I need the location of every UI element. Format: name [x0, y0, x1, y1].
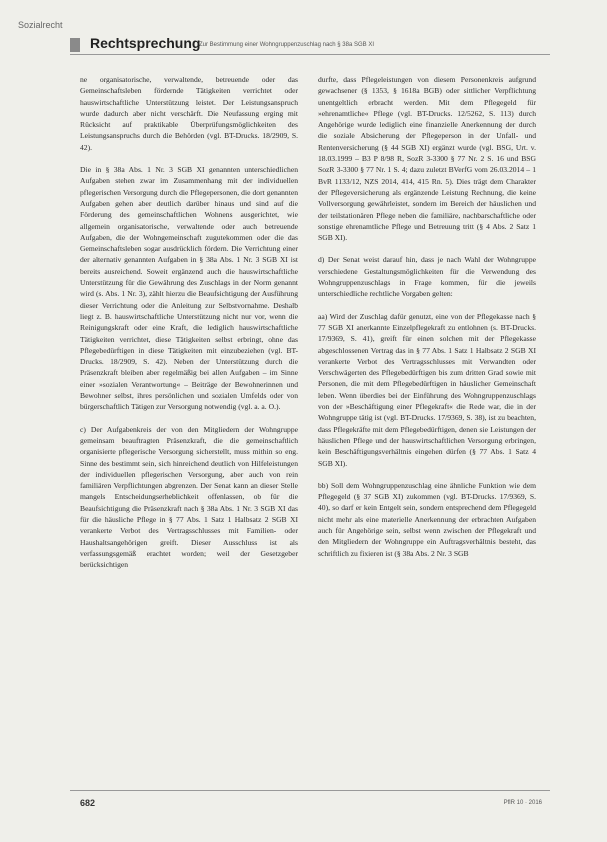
footer-rule — [70, 790, 550, 791]
header-marker-bar — [70, 38, 80, 52]
page-header-title: Rechtsprechung — [90, 35, 201, 51]
paragraph: bb) Soll dem Wohngruppenzuschlag eine ähnliche Funktion wie dem Pflegegeld (§ 37 SGB XI) zukommen (vgl. BT-Drucks. 17/9369, S. 40), so darf er kein Entgelt sein, sondern entsprechend dem Pflegegeld nicht mehr als eine materielle Anerkennung der erbrachten Aufgaben auch für Angehörige sein, selbst wenn zwischen der Pflegekraft und den Mitgliedern der Wohngruppe ein Auftragsverhältnis besteht, das schriftlich zu fixieren ist (§ 38a Abs. 2 Nr. 3 SGB — [318, 480, 536, 558]
header-rule — [70, 54, 550, 55]
paragraph: ne organisatorische, verwaltende, betreuende oder das Gemeinschaftsleben fördernde Tätigkeiten verrichtet oder hauswirtschaftliche Unterstützung leistet. Der Leistungsanspruch wurde dadurch aber nicht verschärft. Die Neufassung erging mit Rücksicht auf praktikable Überprüfungsmöglichkeiten des Leistungsanspruchs durch die Behörden (vgl. BT-Drucks. 18/2909, S. 42). — [80, 75, 298, 152]
paragraph: durfte, dass Pflegeleistungen von diesem Personenkreis aufgrund gewachsener (§ 1353, § 1618a BGB) oder sittlicher Verpflichtung unentgeltlich erbracht werden. Mit dem Pflegegeld für »ehrenamtliche« Pflege (vgl. BT-Drucks. 12/5262, S. 113) durch Angehörige wurde lediglich eine finanzielle Anerkennung der durch die soziale Absicherung der Pflegeperson in der Unfall- und Rentenversicherung (§ 44 SGB XI) ergänzt wurde (vgl. BSG, Urt. v. 18.03.1999 – B3 P 8/98 R, SozR 3-3300 § 77 Nr. 2 S. 16 und BSG SozR 3-3300 § 77 Nr. 1 S. 4; dazu zuletzt BVerfG vom 26.03.2014 – 1 BvR 1133/12, NZS 2014, 414, 415 Rn. 5). Dies trägt dem Charakter der Pflegeversicherung als ergänzende Leistung Rechnung, die keine Vollversorgung gewährleistet, sondern im Bereich der häuslichen und der teilstationären Pflege neben die familiäre, nachbarschaftliche oder sonstige ehrenamtliche Pflege und Betreuung tritt (§ 4 Abs. 2 Satz 1 SGB XI). — [318, 75, 536, 243]
left-column — [80, 74, 298, 581]
right-column — [318, 74, 536, 570]
journal-reference: PflR 10 · 2016 — [503, 800, 542, 806]
paragraph: c) Der Aufgabenkreis der von den Mitgliedern der Wohngruppe gemeinsam beauftragten Präsenzkraft, die die gemeinschaftlich organisierte pflegerische Versorgung sicherstellt, muss mithin so eng. Sinne des bestimmt sein, sich hinreichend deutlich von Hilfeleistungen der individuellen pflegerischen Versorgung, aber auch von rein familiären Verpflichtungen abgrenzen. Der Senat kann an dieser Stelle mangels Entscheidungserheblichkeit offenlassen, ob für die Beaufsichtigung die Präsenzkraft nach § 38a Abs. 1 Nr. 3 SGB XI das für die häusliche Pflege in § 77 Abs. 1 Satz 1 Halbsatz 2 SGB XI verankerte Verbot des Vertragsschlusses mit Familien- oder Haushaltsangehörigen greift. Dieser Ausschluss ist als verfassungsgemäß erachtet worden; weil der Gesetzgeber berücksichtigen — [80, 424, 298, 570]
paragraph: aa) Wird der Zuschlag dafür genutzt, eine von der Pflegekasse nach § 77 SGB XI anerkannte Einzelpflegekraft zu entlohnen (s. BT-Drucks. 17/9369, S. 41), greift für einen solchen mit der Pflegekasse abgeschlossenen Vertrag das in § 77 Abs. 1 Satz 1 Halbsatz 2 SGB XI verankerte Verbot des Vertragsschlusses mit Verwandten oder Verschwägerten des Pflegebedürftigen bis zum dritten Grad sowie mit Personen, die mit dem Pflegebedürftigen in häuslicher Gemeinschaft leben. Wenn überdies bei der Einführung des Wohngruppenzuschlags von der »Beschäftigung einer Pflegekraft« die Rede war, die in der Wohngruppe tätig ist (vgl. BT-Drucks. 17/9369, S. 38), ist zu beachten, dass Pflegekräfte mit dem Pflegebedürftigen, denen sie Leistungen der häuslichen Pflege und der hauswirtschaftlichen Versorgung erbringen, kein Beschäftigungsverhältnis eingehen dürfen (§ 77 Abs. 1 Satz 4 SGB XI). — [318, 311, 536, 468]
paragraph: d) Der Senat weist darauf hin, dass je nach Wahl der Wohngruppe verschiedene Gestaltungsmöglichkeiten für die Verwendung des Wohngruppenzuschlags in Frage kommen, für die jeweils unterschiedliche rechtliche Vorgaben gelten: — [318, 255, 536, 299]
page-number: 682 — [80, 798, 96, 808]
section-label: Sozialrecht — [18, 20, 63, 30]
paragraph: Die in § 38a Abs. 1 Nr. 3 SGB XI genannten unterschiedlichen Aufgaben stehen zwar im Zusammenhang mit der individuellen pflegerischen Versorgung durch die Pflegepersonen, die dort genannten Aufgaben gehen aber deutlich darüber hinaus und sind auf die Förderung des gemeinschaftlichen Wohnens ausgerichtet, wie allgemein organisatorische, verwaltende oder auch betreuende Aufgaben, die der Wohngemeinschaft zugutekommen oder die das Gemeinschaftsleben sogar ausdrücklich fördern. Die Verrichtung einer der alternativ genannten Aufgaben in § 38a Abs. 1 Nr. 3 SGB XI ist bereits ausreichend. Soweit ergänzend auch die hauswirtschaftliche Unterstützung für die Gewährung des Zuschlags in der Norm genannt wird (s. Abs. 1 Nr. 3), zählt hierzu die Beaufsichtigung der Ausführung dieser Verrichtung oder die Anleitung zur Selbstvornahme. Deshalb liegt z. B. hauswirtschaftliche Unterstützung nicht nur vor, wenn die Reinigungskraft oder eine Kraft, die lediglich hauswirtschaftliche Tätigkeiten verrichtet, diese Tätigkeiten selbst erbringt, ohne das Pflegebedürftigen in diese Tätigkeiten mit einzubeziehen (vgl. BT-Drucks. 18/2909, S. 42). Neben der Unterstützung durch die Präsenzkraft bleiben aber regelmäßig bei allen Aufgaben – im Sinne einer »sozialen Verantwortung« – Beiträge der Bewohnerinnen und Bewohner selbst, ihres persönlichen und sozialen Umfelds oder von bürgerschaftlich Tätigen zur Versorgung notwendig (vgl. a. a. O.). — [80, 165, 298, 412]
page-header-subtitle: Zur Bestimmung einer Wohngruppenzuschlag nach § 38a SGB XI — [199, 42, 374, 48]
